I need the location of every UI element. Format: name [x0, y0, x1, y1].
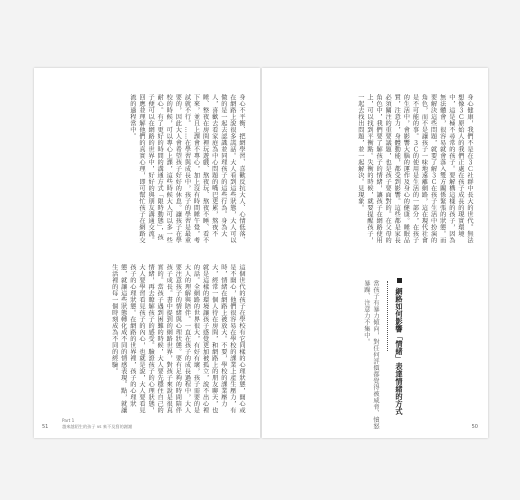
section-heading-text: 網路如何影響「情緒」表達情緒的方式 — [395, 287, 404, 416]
left-page-number: 51 — [42, 424, 49, 430]
right-page-number: 50 — [471, 424, 478, 430]
running-head-title: 越來越陌生的孩子 vs 來不及寫的謝謝 — [62, 424, 133, 429]
section-heading — [383, 278, 405, 428]
running-head-part: Part 1 — [62, 418, 75, 423]
running-head — [62, 418, 132, 430]
right-page — [262, 68, 488, 438]
section-subtext: 當孩子有暴力傾向，對任何評價都覺得被威脅、憤怒暴躁、注意力不集中。 — [362, 280, 379, 430]
heading-rule — [387, 281, 389, 351]
left-page-body-bottom: 這個世代的孩子在學校有它同樣的心理狀態，開心或是不開心，他們很容易在學校的課業上產生壓力，有時，情緒在網路上被放大。不要，學校的課業壓力大，經常一個人待在房間，和網路上的朋友聊天，也就是這樣的環境讓孩子感覺更加被孤立，說不出心裡的話。全網路的世界很大，有好有壞，孩子需要的是大人的理解與陪伴。一直在孩子的成長過程中，大人要注意孩子的情緒與心理狀態。要有足夠的時間陪伴孩子成長。書中提到的網路世界，對孩子來說是很真實的。當孩子遇到困難的時候，大人要先穩住自己的情緒，再去瞭解孩子的感受。驗證孩子的心理狀態，大人要學習看見孩子的內心，也就是說，大人要看見孩子的心理狀態。在網路的世界裡，孩子的心理狀態，就讓這些狀態轉化成不同的情感表現。點，就讓生活裡的每一個時刻成為不同的經驗。 — [110, 264, 245, 414]
heading-marker-icon — [397, 278, 402, 283]
right-page-body-top: 身心健康，我們不是在３Ｃ社群中長大的世代。無法想像３Ｃ原始人的我們正處在孩子成長的現實環境中，這是極不尋常的孩子。要解構這樣的孩子，因為無法體會，很容易就會落入雙方關係緊張的狀態。而要解決這些問題，就要了解３Ｃ在孩子生活中扮演的角色，而不是讓孩子一味地遠離網路，這在現代社會是不可能的事。３Ｃ的使用是生活的一部分，在孩子的生活中，會影響大腦的運作及身心的健康。睡眠品質，注意力，身體動能，都受到影響。這些都是家長必須關注的重要議題，也是孩子要面對的。在父母的角色中，我們要了解孩子的情緒，讓孩子在網路使用上，可以找到平衡點。失衡的時候，就要提醒孩子，一起去找出問題，並一起解決。見現象。 — [356, 94, 473, 244]
left-page-body-top: 身心不平衡、把網學習、喜歡反抗大人、心情低落、在網路上說很多謊話。大人看到這些狀態，大人可以做的是一起去認識並同理孩子的這些行為。身為大人，喜歡去看家庭為中心問題的嘴巴更累，熬夜不睡、整夜在房間裡玩遊戲、熬夜玩、熬夜不睡、看不下來，並且上課會不專心，加上沒有時間睡午覺，考試就不行。……在學習與成長中，孩子的學習是最重要的，因此大人會希望孩子好好的休息。讓孩子在學校的時候，可以專心上課，這些時候大人可以多一些耐心。有了更好的時間的溝通方式「限時動態」，孩子便可以在網路的世界中，好好的與朋友溝通交流。回應並理解他們的真實心理，即可幫忙孩子在網路交流的過程當中。 — [128, 94, 245, 244]
left-page — [34, 68, 260, 438]
